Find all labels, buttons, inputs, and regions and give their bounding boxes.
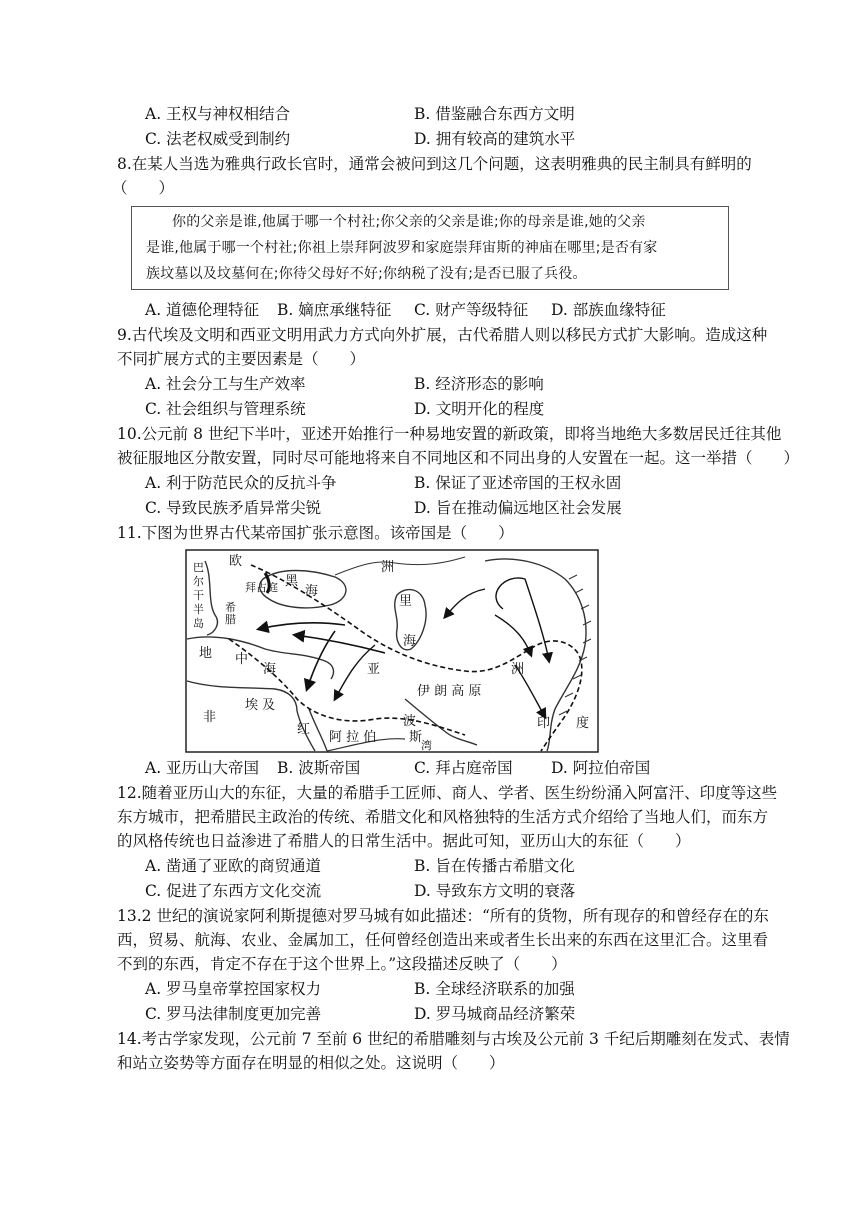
label-ba: 巴 [193, 561, 204, 574]
q13-option-b: B. 全球经济联系的加强 [414, 980, 575, 998]
q13-stem-line3: 不到的东西，肯定不存在于这个世界上。”这段描述反映了（ ） [117, 955, 567, 973]
q12-stem-line2: 东方城市，把希腊民主政治的传统、希腊文化和风格独特的生活方式介绍给了当地人们，而东方 [117, 808, 769, 826]
label-bo: 波 [403, 714, 417, 729]
q12-option-b: B. 旨在传播古希腊文化 [414, 857, 575, 875]
q8-option-c: C. 财产等级特征 [414, 301, 529, 319]
q9-option-a: A. 社会分工与生产效率 [145, 375, 306, 393]
q11-stem-line1: 11.下图为世界古代某帝国扩张示意图。该帝国是（ ） [117, 524, 514, 542]
q13-stem-line2: 西，贸易、航海、农业、金属加工，任何曾经创造出来或者生长出来的东西在这里汇合。这里看 [117, 931, 769, 949]
q13-option-d: D. 罗马城商品经济繁荣 [414, 1005, 576, 1023]
q8-quote-line1: 你的父亲是谁,他属于哪一个村社;你父亲的父亲是谁;你的母亲是谁,她的父亲 [172, 214, 646, 230]
label-zhou1: 洲 [381, 560, 395, 575]
q8-option-d: D. 部族血缘特征 [551, 301, 666, 319]
q7-option-d: D. 拥有较高的建筑水平 [414, 130, 576, 148]
empire-expansion-map [185, 549, 599, 753]
q8-option-b: B. 嫡庶承继特征 [277, 301, 392, 319]
label-hei: 黑 [285, 574, 299, 589]
label-alabo: 阿 拉 伯 [329, 730, 377, 745]
q10-stem-line2: 被征服地区分散安置，同时尽可能地将来自不同地区和不同出身的人安置在一起。这一举措（ ） [117, 449, 800, 467]
label-ya: 亚 [367, 662, 381, 677]
label-zhong: 中 [235, 652, 249, 667]
q7-option-c: C. 法老权威受到制约 [145, 130, 291, 148]
q7-option-a: A. 王权与神权相结合 [145, 105, 291, 123]
q11-option-d: D. 阿拉伯帝国 [551, 759, 651, 777]
q11-option-c: C. 拜占庭帝国 [414, 759, 513, 777]
q8-quote-line3: 族坟墓以及坟墓何在;你待父母好不好;你纳税了没有;是否已服了兵役。 [146, 266, 587, 282]
label-ou: 欧 [229, 554, 243, 569]
q13-option-a: A. 罗马皇帝掌控国家权力 [145, 980, 322, 998]
label-hong: 红 [297, 722, 311, 737]
label-si: 斯 [409, 730, 423, 745]
q11-option-a: A. 亚历山大帝国 [145, 759, 260, 777]
label-xi: 希 [225, 601, 236, 614]
q9-option-c: C. 社会组织与管理系统 [145, 400, 306, 418]
label-er: 尔 [193, 575, 204, 588]
label-dao: 岛 [193, 617, 204, 630]
q13-stem-line1: 13.2 世纪的演说家阿利斯提德对罗马城有如此描述：“所有的货物，所有现存的和曾经存在的东 [117, 907, 769, 925]
q14-stem-line1: 14.考古学家发现，公元前 7 至前 6 世纪的希腊雕刻与古埃及公元前 3 千纪后期雕刻在发式、表情 [117, 1030, 790, 1048]
q10-option-a: A. 利于防范民众的反抗斗争 [145, 474, 337, 492]
q12-stem-line1: 12.随着亚历山大的东征，大量的希腊手工匠师、商人、学者、医生纷纷涌入阿富汗、印度等这些 [117, 784, 778, 802]
label-baizhanting: 拜占庭 [245, 581, 278, 594]
q12-option-a: A. 凿通了亚欧的商贸通道 [145, 857, 322, 875]
q13-option-c: C. 罗马法律制度更加完善 [145, 1005, 322, 1023]
label-hai1: 海 [305, 584, 319, 599]
q8-quote-line2: 是谁,他属于哪一个村社;你祖上崇拜阿波罗和家庭崇拜宙斯的神庙在哪里;是否有家 [146, 240, 658, 256]
label-di: 地 [199, 646, 213, 661]
q14-stem-line2: 和站立姿势等方面存在明显的相似之处。这说明（ ） [117, 1054, 505, 1072]
q10-option-c: C. 导致民族矛盾异常尖锐 [145, 499, 322, 517]
label-aiji: 埃 及 [245, 698, 276, 713]
q8-option-a: A. 道德伦理特征 [145, 301, 260, 319]
label-fei: 非 [203, 710, 217, 725]
q10-option-d: D. 旨在推动偏远地区社会发展 [414, 499, 622, 517]
label-yindu: 印 度 [537, 716, 590, 731]
label-wan: 湾 [421, 739, 432, 752]
q8-stem-line1: 8.在某人当选为雅典行政长官时，通常会被问到这几个问题，这表明雅典的民主制具有鲜明的 [117, 155, 752, 173]
label-zhou2: 洲 [511, 662, 525, 677]
q12-option-d: D. 导致东方文明的衰落 [414, 882, 576, 900]
label-hai2: 海 [403, 634, 417, 649]
q12-stem-line3: 的风格传统也日益渗进了希腊人的日常生活中。据此可知，亚历山大的东征（ ） [117, 832, 691, 850]
q8-quote-box [131, 206, 729, 290]
label-la: 腊 [225, 613, 236, 626]
label-hai3: 海 [263, 662, 277, 677]
label-li: 里 [399, 594, 413, 609]
q12-option-c: C. 促进了东西方文化交流 [145, 882, 322, 900]
label-ban: 半 [193, 603, 204, 616]
q9-stem-line2: 不同扩展方式的主要因素是（ ） [117, 350, 366, 368]
q11-option-b: B. 波斯帝国 [277, 759, 361, 777]
q7-option-b: B. 借鉴融合东西方文明 [414, 105, 575, 123]
q8-stem-line2: （ ） [112, 179, 175, 197]
q9-stem-line1: 9.古代埃及文明和西亚文明用武力方式向外扩展，古代希腊人则以移民方式扩大影响。造成这种 [117, 326, 768, 344]
q10-stem-line1: 10.公元前 8 世纪下半叶，亚述开始推行一种易地安置的新政策，即将当地绝大多数居民迁往其他 [117, 425, 782, 443]
q9-option-d: D. 文明开化的程度 [414, 400, 545, 418]
q10-option-b: B. 保证了亚述帝国的王权永固 [414, 474, 622, 492]
label-gan: 干 [193, 589, 204, 602]
q9-option-b: B. 经济形态的影响 [414, 375, 544, 393]
label-yilanggaoyuan: 伊 朗 高 原 [417, 684, 482, 699]
